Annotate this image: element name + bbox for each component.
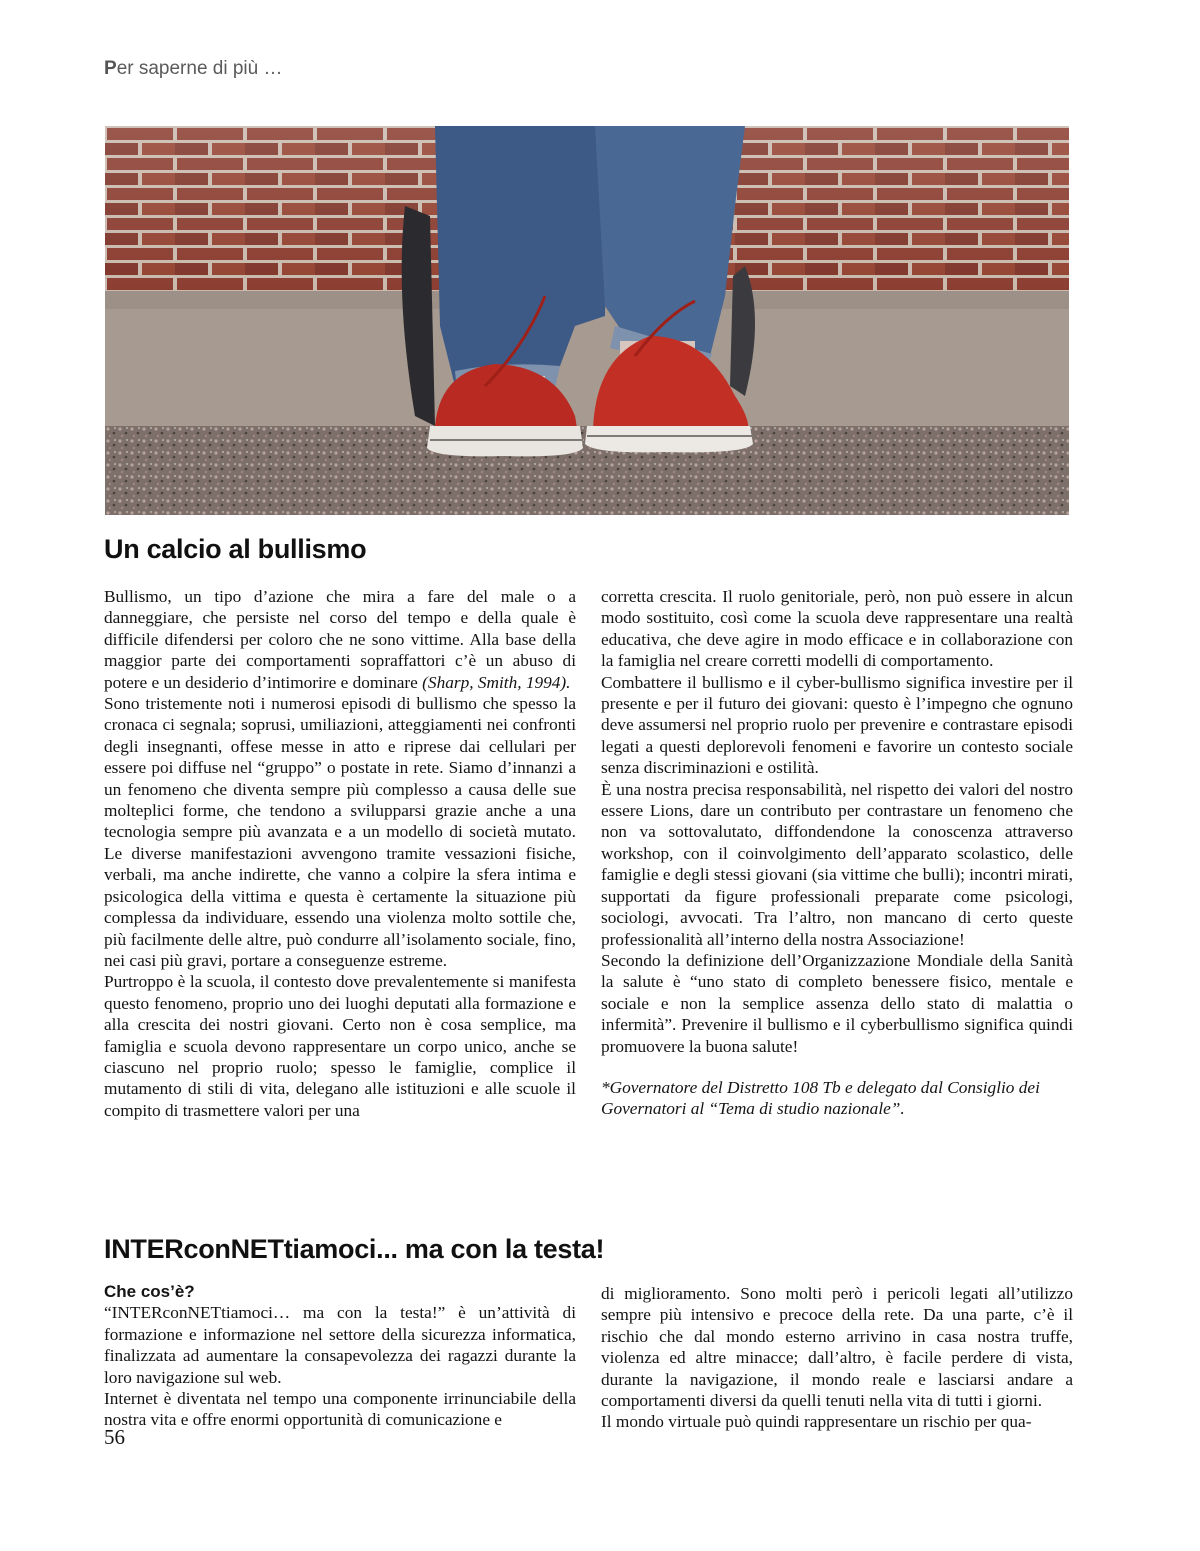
- article2-right-paragraph-2: Il mondo virtuale può quindi rappresentare un rischio per qua-: [601, 1412, 1032, 1432]
- author-footnote: *Governatore del Distretto 108 Tb e delegato dal Consiglio dei Governatori al “Tema di studio nazionale”.: [601, 1077, 1040, 1119]
- article2-title: INTERconNETtiamoci... ma con la testa!: [104, 1234, 605, 1264]
- citation: (Sharp, Smith, 1994).: [422, 672, 571, 692]
- article2-left-paragraph-2: Internet è diventata nel tempo una componente irrinunciabile della nostra vita e offre enormi opportunità di comunicazione e: [104, 1389, 576, 1430]
- photo-legs-red-shoes-icon: [105, 126, 1069, 515]
- article1-left-p1-text: Bullismo, un tipo d’azione che mira a fare del male o a danneggiare, che persiste nel corso del tempo e della quale è difficile difendersi per coloro che ne sono vittime. Alla base della maggior parte dei comportamenti sopraffattori c’è un abuso di potere e un desiderio d’intimorire e dominare: [104, 587, 576, 692]
- article2-left-paragraph-1: “INTERconNETtiamoci… ma con la testa!” è un’attività di formazione e informazione nel settore della sicurezza informatica, finalizzata ad aumentare la consapevolezza dei ragazzi durante la loro navigazione sul web.: [104, 1303, 576, 1387]
- article1-right-column: [601, 586, 1073, 1120]
- article1-left-paragraph-3: Purtroppo è la scuola, il contesto dove prevalentemente si manifesta questo fenomeno, proprio uno dei luoghi deputati alla formazione e alla crescita dei nostri giovani. Certo non è cosa semplice, ma famiglia e scuola devono rappresentare un corpo unico, anche se ciascuno nel proprio ruolo; spesso le famiglie, complice il mutamento di stili di vita, delegano alle istituzioni e alle scuole il compito di trasmettere valori per una: [104, 972, 576, 1120]
- article1-right-paragraph-3: È una nostra precisa responsabilità, nel rispetto dei valori del nostro essere Lions, dare un contributo per contrastare un fenomeno che non va sottovalutato, diffondendone la conoscenza attraverso workshop, con il coinvolgimento dell’apparato scolastico, delle famiglie e degli stessi giovani (sia vittime che bulli); incontri mirati, supportati da figure professionali preparate come psicologi, sociologi, avvocati. Tra l’altro, non mancano di certo queste professionalità all’interno della nostra Associazione!: [601, 779, 1073, 949]
- running-head-text: er saperne di più …: [116, 58, 283, 79]
- article1-left-paragraph-2: Sono tristemente noti i numerosi episodi di bullismo che spesso la cronaca ci segnala; soprusi, umiliazioni, atteggiamenti nei confronti degli insegnanti, offese messe in atto e riprese dai cellulari per essere poi diffuse nel “gruppo” o postate in rete. Siamo d’innanzi a un fenomeno che diventa sempre più complesso a causa delle sue molteplici forme, che tendono a svilupparsi grazie anche a una tecnologia sempre più avanzata e a un modello di società mutato. Le diverse manifestazioni avvengono tramite vessazioni fisiche, verbali, ma anche indirette, che vanno a colpire la sfera intima e psicologica della vittima e questa è certamente la situazione più complessa da individuare, essendo una violenza molto sottile che, più facilmente delle altre, può condurre all’isolamento sociale, fino, nei casi più gravi, portare a conseguenze estreme.: [104, 694, 576, 970]
- article-photo: [105, 126, 1069, 515]
- article2-right-paragraph-1: di miglioramento. Sono molti però i pericoli legati all’utilizzo sempre più intensivo e precoce della rete. Da una parte, c’è il rischio che dal mondo esterno arrivino in casa nostra truffe, violenza ed altre minacce; dall’altro, è facile perdere di vista, durante la navigazione, il mondo reale e lasciarsi andare a comportamenti diversi da quelli tenuti nella vita di tutti i giorni.: [601, 1284, 1073, 1411]
- running-head-initial: P: [104, 58, 117, 79]
- article1-title: Un calcio al bullismo: [104, 534, 367, 564]
- article2-left-column: [104, 1281, 576, 1431]
- running-head: [104, 58, 283, 80]
- article1-left-column: [104, 586, 576, 1121]
- article2-subhead: Che cos’è?: [104, 1282, 195, 1301]
- article1-right-paragraph-2: Combattere il bullismo e il cyber-bullismo significa investire per il presente e per il futuro dei giovani: questo è l’impegno che ognuno deve assumersi nel proprio ruolo per prevenire e contrastare episodi legati a questi deplorevoli fenomeni e favorire un contesto sociale senza discriminazioni e ostilità.: [601, 672, 1073, 778]
- article1-right-paragraph-4: Secondo la definizione dell’Organizzazione Mondiale della Sanità la salute è “uno stato di completo benessere fisico, mentale e sociale e non la semplice assenza dello stato di malattia o infermità”. Prevenire il bullismo e il cyberbullismo significa quindi promuovere la buona salute!: [601, 950, 1073, 1056]
- article1-left-paragraph-1: [104, 586, 576, 693]
- article2-right-column: [601, 1283, 1073, 1433]
- page-number: 56: [104, 1425, 125, 1449]
- article1-right-paragraph-1: corretta crescita. Il ruolo genitoriale, però, non può essere in alcun modo sostituito, così come la scuola deve rappresentare una realtà educativa, che deve agire in modo efficace e in collaborazione con la famiglia nel creare corretti modelli di comportamento.: [601, 587, 1073, 671]
